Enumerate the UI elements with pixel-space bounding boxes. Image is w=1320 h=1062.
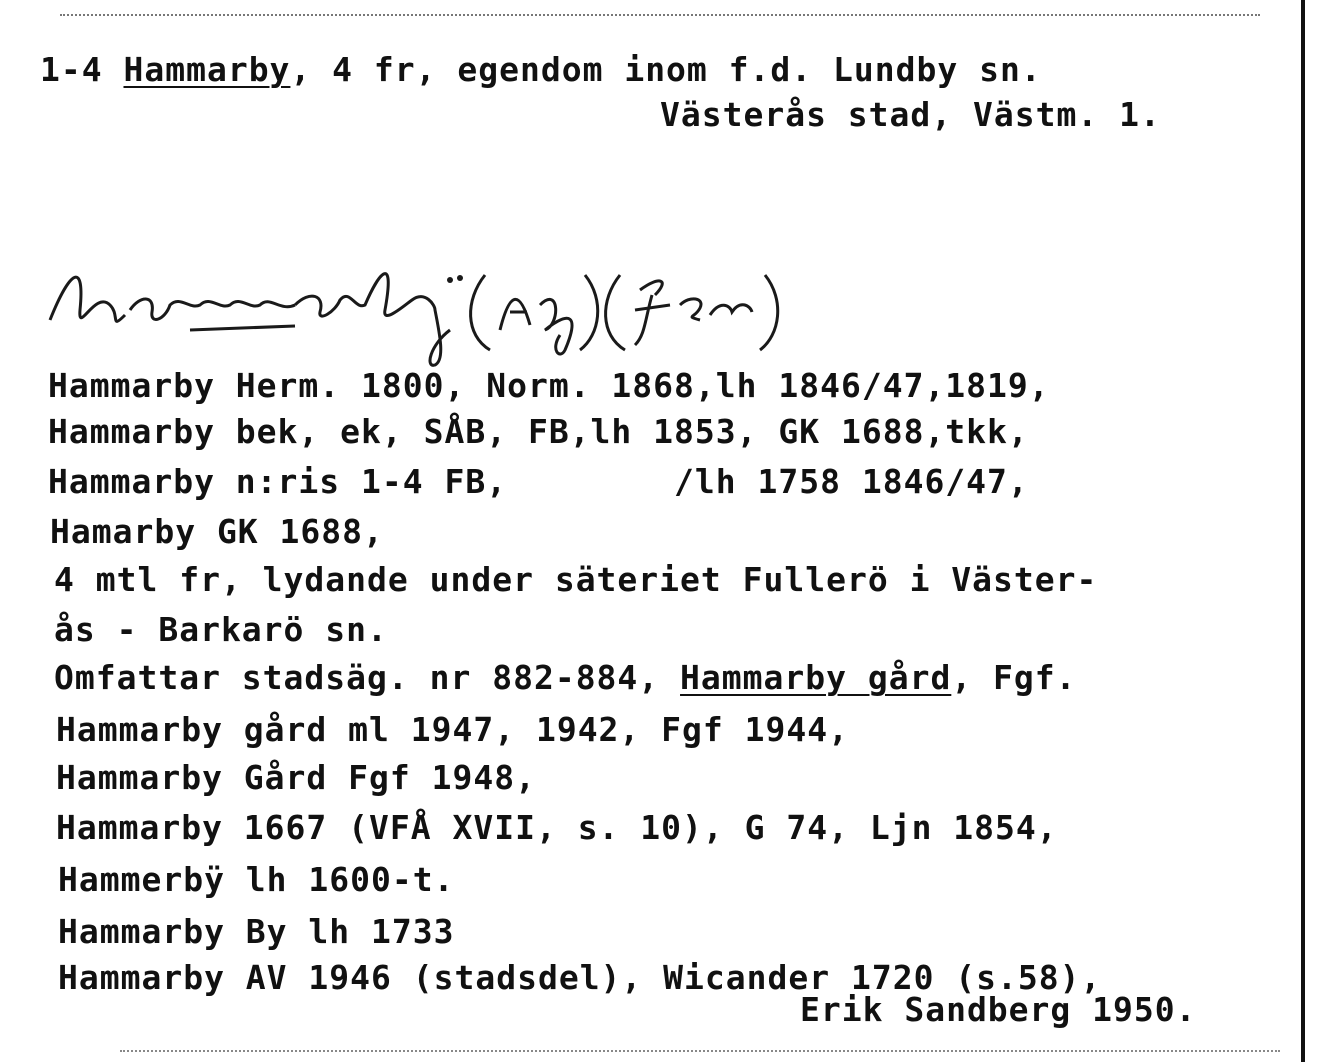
card-right-edge (1301, 0, 1305, 1062)
card-top-edge (60, 14, 1260, 16)
handwriting-drawing (40, 250, 860, 370)
entry-line-2: Hammarby bek, ek, SÅB, FB,lh 1853, GK 1688,tkk, (48, 412, 1029, 451)
entry-line-7-suffix: , Fgf. (951, 658, 1077, 697)
entry-line-5: 4 mtl fr, lydande under säteriet Fullerö i Väster- (54, 560, 1098, 599)
entry-line-11: Hammerbÿ lh 1600-t. (58, 860, 455, 899)
entry-line-14: Erik Sandberg 1950. (800, 990, 1197, 1029)
entry-line-9: Hammarby Gård Fgf 1948, (56, 758, 536, 797)
entry-line-8: Hammarby gård ml 1947, 1942, Fgf 1944, (56, 710, 849, 749)
entry-line-7 (54, 658, 1077, 698)
entry-line-4: Hamarby GK 1688, (50, 512, 384, 551)
entry-line-10: Hammarby 1667 (VFÅ XVII, s. 10), G 74, Ljn 1854, (56, 808, 1058, 847)
header-description: , 4 fr, egendom inom f.d. Lundby sn. (290, 50, 1042, 89)
handwritten-annotation (40, 250, 860, 370)
card-bottom-edge (120, 1050, 1280, 1052)
entry-line-7-place: Hammarby gård (680, 658, 952, 697)
header-number: 1-4 (40, 50, 103, 89)
entry-line-7-prefix: Omfattar stadsäg. nr 882-884, (54, 658, 681, 697)
header-line-1 (40, 50, 1042, 90)
entry-line-1: Hammarby Herm. 1800, Norm. 1868,lh 1846/47,1819, (48, 366, 1050, 405)
entry-line-12: Hammarby By lh 1733 (58, 912, 455, 951)
header-place-name: Hammarby (123, 50, 291, 89)
entry-line-6: ås - Barkarö sn. (54, 610, 388, 649)
header-line-2: Västerås stad, Västm. 1. (660, 95, 1161, 134)
entry-line-3: Hammarby n:ris 1-4 FB, /lh 1758 1846/47, (48, 462, 1029, 501)
entry-line-13: Hammarby AV 1946 (stadsdel), Wicander 1720 (s.58), (58, 958, 1102, 997)
